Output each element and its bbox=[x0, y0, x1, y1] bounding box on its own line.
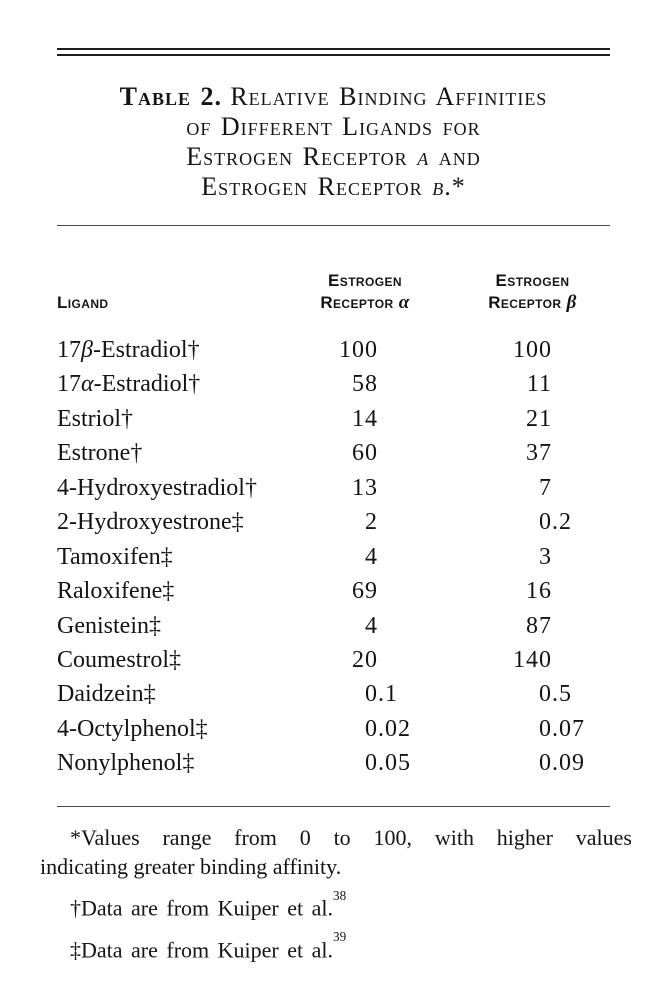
er-alpha-value: 60 bbox=[352, 440, 378, 467]
column-headers bbox=[57, 270, 610, 314]
er-alpha-value: 2 bbox=[365, 509, 378, 536]
ligand-name: 17α-Estradiol† bbox=[57, 371, 201, 398]
greek-beta: β bbox=[566, 292, 577, 313]
table-row bbox=[57, 643, 610, 677]
er-alpha-value: 100 bbox=[339, 337, 378, 363]
ligand-name: 2-Hydroxyestrone‡ bbox=[57, 509, 244, 536]
greek-beta: β bbox=[432, 171, 445, 201]
er-alpha-value: 0.05 bbox=[365, 750, 411, 777]
er-beta-value: 0.09 bbox=[539, 750, 585, 777]
header-er-alpha: Estrogen Receptor α bbox=[320, 271, 410, 313]
footnote-dagger: †Data are from Kuiper et al.$^{38}$ bbox=[70, 887, 347, 921]
footnote-line: *Values range from 0 to 100, with higher values bbox=[70, 825, 632, 851]
table-row bbox=[57, 333, 610, 367]
er-beta-value: 11 bbox=[526, 371, 552, 398]
ligand-name: 4-Hydroxyestradiol† bbox=[57, 474, 257, 501]
title-text: Relative Binding Affinities bbox=[230, 81, 548, 111]
greek-alpha: α bbox=[398, 292, 410, 313]
reference-number: 39 bbox=[333, 929, 347, 945]
er-alpha-value: 58 bbox=[352, 371, 378, 398]
er-beta-value: 0.07 bbox=[539, 715, 585, 742]
er-beta-value: 7 bbox=[539, 474, 552, 501]
reference-number: 38 bbox=[333, 887, 347, 903]
footnote-line: indicating greater binding affinity. bbox=[40, 854, 342, 880]
title-line-1 bbox=[57, 82, 610, 112]
table-title bbox=[57, 82, 610, 202]
er-alpha-value: 14 bbox=[352, 405, 378, 432]
header-er-beta: Estrogen Receptor β bbox=[488, 271, 577, 313]
er-beta-value: 37 bbox=[526, 440, 552, 467]
er-alpha-value: 0.02 bbox=[365, 715, 411, 742]
footnote-symbol: * bbox=[70, 825, 81, 851]
er-alpha-value: 0.1 bbox=[365, 681, 398, 708]
table-row bbox=[57, 746, 610, 780]
greek-beta: β bbox=[81, 337, 93, 363]
table2-block bbox=[57, 0, 610, 807]
table-row bbox=[57, 677, 610, 711]
er-alpha-value: 20 bbox=[352, 646, 378, 673]
greek-alpha: α bbox=[81, 371, 94, 398]
footnote-symbol: † bbox=[70, 895, 81, 921]
ligand-name: Estriol† bbox=[57, 405, 133, 432]
er-alpha-value: 69 bbox=[352, 578, 378, 605]
ligand-name: Genistein‡ bbox=[57, 612, 161, 639]
title-line-3: Estrogen Receptor α and bbox=[186, 141, 481, 171]
table-row bbox=[57, 609, 610, 643]
er-alpha-value: 4 bbox=[365, 612, 378, 639]
ligand-name: Daidzein‡ bbox=[57, 681, 156, 708]
er-beta-value: 0.5 bbox=[539, 681, 572, 708]
ligand-name: Estrone† bbox=[57, 440, 143, 467]
table-row bbox=[57, 574, 610, 608]
footnote-symbol: ‡ bbox=[70, 936, 81, 962]
er-beta-value: 0.2 bbox=[539, 509, 572, 536]
table-row bbox=[57, 471, 610, 505]
header-ligand: Ligand bbox=[57, 293, 109, 312]
footnote-double-dagger: ‡Data are from Kuiper et al.$^{39}$ bbox=[70, 929, 347, 962]
title-separator-rule bbox=[57, 225, 610, 227]
table-bottom-rule bbox=[57, 806, 610, 808]
table-row bbox=[57, 367, 610, 401]
footnotes bbox=[40, 823, 632, 964]
er-beta-value: 87 bbox=[526, 612, 552, 639]
ligand-name: Tamoxifen‡ bbox=[57, 543, 173, 570]
er-beta-value: 21 bbox=[526, 405, 552, 432]
title-line-2: of Different Ligands for bbox=[186, 111, 481, 141]
er-alpha-value: 13 bbox=[352, 474, 378, 501]
ligand-name: 4-Octylphenol‡ bbox=[57, 715, 208, 742]
ligand-name: Nonylphenol‡ bbox=[57, 750, 195, 777]
er-beta-value: 3 bbox=[539, 543, 552, 570]
table-rows bbox=[57, 333, 610, 781]
er-beta-value: 140 bbox=[513, 646, 552, 673]
ligand-name: Coumestrol‡ bbox=[57, 646, 181, 673]
table-row bbox=[57, 505, 610, 539]
table-row bbox=[57, 540, 610, 574]
greek-alpha: α bbox=[417, 141, 430, 171]
ligand-name: Raloxifene‡ bbox=[57, 578, 175, 605]
table-row bbox=[57, 402, 610, 436]
top-rule-lower bbox=[57, 54, 610, 56]
table-row bbox=[57, 712, 610, 746]
ligand-name: 17β-Estradiol† bbox=[57, 337, 200, 363]
er-beta-value: 16 bbox=[526, 578, 552, 605]
footnote-values-range bbox=[40, 823, 632, 881]
table-number-label: Table 2. bbox=[119, 81, 223, 111]
er-alpha-value: 4 bbox=[365, 543, 378, 570]
er-beta-value: 100 bbox=[513, 337, 552, 363]
table-row bbox=[57, 436, 610, 470]
title-line-4: Estrogen Receptor β.* bbox=[201, 171, 466, 201]
